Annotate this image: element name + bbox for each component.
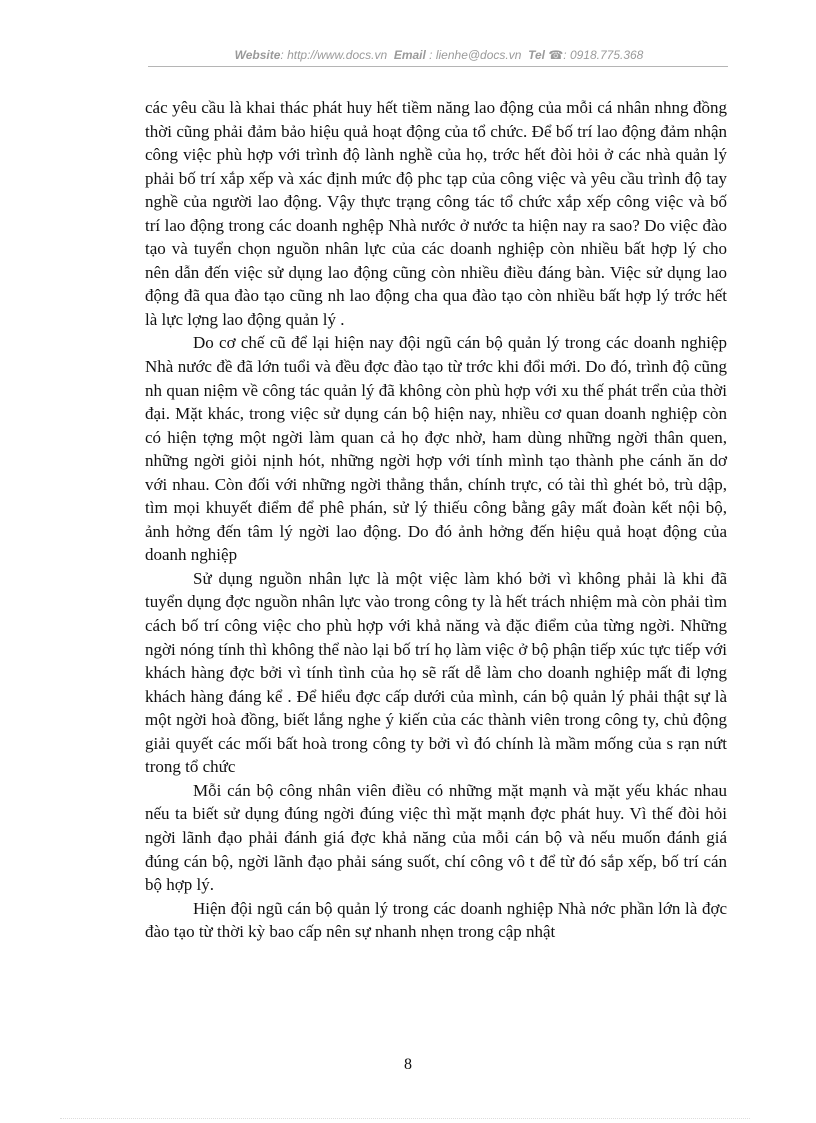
paragraph-2: Do cơ chế cũ để lại hiện nay đội ngũ cán bộ quản lý trong các doanh nghiệp Nhà nước đề đã lớn tuổi và đều đợc đào tạo từ trớc khi đổi mới. Do đó, trình độ cũng nh quan niệm về công tác quản lý đã không còn phù hợp với xu thế phát trển của thời đại. Mặt khác, trong việc sử dụng cán bộ hiện nay, nhiều cơ quan doanh nghiệp còn có hiện tợng một ngời làm quan cả họ đợc nhờ, ham dùng những ngời thân quen, những ngời giỏi nịnh hót, những ngời hợp với tính mình tạo thành phe cánh ăn dơ với nhau. Còn đối với những ngời thẳng thắn, chính trực, có tài thì ghét bỏ, trù dập, tìm mọi khuyết điểm để phê phán, sử lý thiếu công bằng gây mất đoàn kết nội bộ, ảnh hởng đến tâm lý ngời lao động. Do đó ảnh hởng đến hiệu quả hoạt động của doanh nghiệp [145, 333, 727, 565]
email-label: Email [393, 48, 426, 62]
body-text [145, 96, 727, 944]
paragraph-3: Sử dụng nguồn nhân lực là một việc làm khó bởi vì không phải là khi đã tuyển dụng đợc nguồn nhân lực vào trong công ty là hết trách nhiệm mà còn phải tìm cách bố trí công việc cho phù hợp với khả năng và đặc điểm của từng ngời. Những ngời nóng tính thì không thể nào lại bố trí họ làm việc ở bộ phận tiếp xúc tực tiếp với khách hàng đợc bởi vì tính tình của họ sẽ rất dễ làm cho doanh nghiệp mất đi lợng khách hàng đáng kể . Để hiểu đợc cấp dưới của mình, cán bộ quản lý phải thật sự là một ngời hoà đồng, biết lắng nghe ý kiến của các thành viên trong công ty, chủ động giải quyết các mối bất hoà trong công ty bởi vì đó chính là mầm mống của s rạn nứt trong tổ chức [145, 568, 727, 777]
paragraph-4: Mỗi cán bộ công nhân viên điều có những mặt mạnh và mặt yếu khác nhau nếu ta biết sử dụng đúng ngời đúng việc thì mặt mạnh đợc phát huy. Vì thế đòi hỏi ngời lãnh đạo phải đánh giá đợc khả năng của mỗi cán bộ và nếu muốn đánh giá đúng cán bộ, ngời lãnh đạo phải sáng suốt, chí công vô t để từ đó sắp xếp, bố trí cán bộ hợp lý. [145, 780, 727, 895]
email-value: : lienhe@docs.vn [429, 48, 522, 62]
website-value: : http://www.docs.vn [280, 48, 388, 62]
paragraph-1: các yêu cầu là khai thác phát huy hết tiềm năng lao động của mỗi cá nhân nhng đồng thời cũng phải đảm bảo hiệu quả hoạt động của tổ chức. Để bố trí lao động đảm nhận công việc phù hợp với trình độ lành nghề của họ, trớc hết đòi hỏi ở các nhà quản lý phải bố trí xắp xếp và xác định mức độ phc tạp của công việc và yêu cầu trình độ tay nghề của người lao động. Vậy thực trạng công tác tổ chức xắp xếp công việc và bố trí lao động trong các doanh nghệp Nhà nước ở nước ta hiện nay ra sao? Do việc đào tạo và tuyển chọn nguồn nhân lực của các doanh nghiệp còn nhiều bất hợp lý cho nên dẫn đến việc sử dụng lao động cũng còn nhiều điều đáng bàn. Việc sử dụng lao động đã qua đào tạo cũng nh lao động cha qua đào tạo còn nhiều bất hợp lý trớc hết là lực lợng lao động quản lý . [145, 98, 727, 329]
header-divider [148, 66, 728, 67]
footer-divider [60, 1118, 750, 1119]
website-label: Website [234, 48, 281, 62]
page-header [150, 48, 728, 62]
tel-label: Tel [528, 48, 545, 62]
tel-value: ☎: 0918.775.368 [548, 48, 644, 62]
page-number: 8 [404, 1056, 412, 1073]
paragraph-5: Hiện đội ngũ cán bộ quản lý trong các doanh nghiệp Nhà nớc phần lớn là đợc đào tạo từ thời kỳ bao cấp nên sự nhanh nhẹn trong cập nhật [145, 898, 727, 942]
